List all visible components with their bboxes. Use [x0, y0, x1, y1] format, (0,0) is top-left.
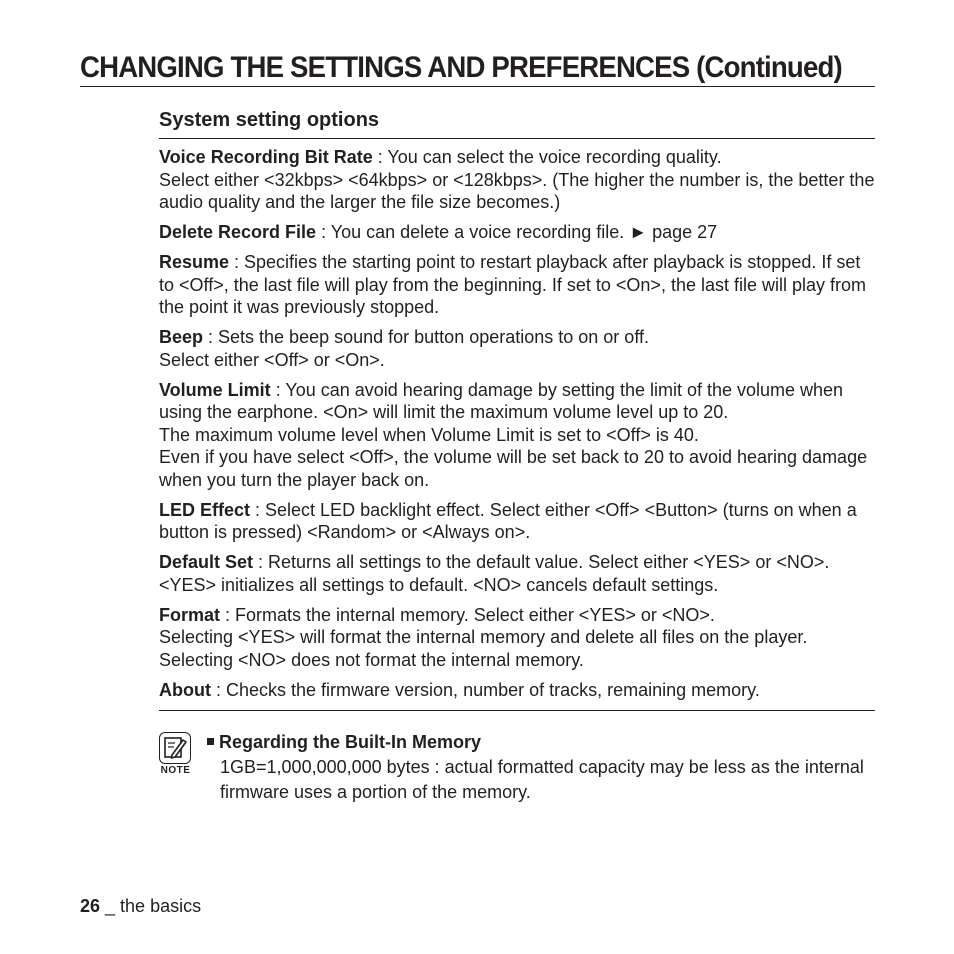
option-term: Beep [159, 327, 204, 347]
title-rule [80, 86, 875, 87]
option-delete-record-file [159, 221, 875, 244]
option-extra: Select either <32kbps> <64kbps> or <128kbps>. (The higher the number is, the better the audio quality and the larger the file size becomes.) [159, 169, 875, 212]
section-rule [159, 138, 875, 139]
option-term: Format [159, 604, 221, 625]
section-heading: System setting options [159, 109, 380, 131]
page-number: 26 [80, 896, 101, 916]
note-heading [207, 731, 481, 753]
option-text: : You can avoid hearing damage by setting the limit of the volume when using the earphone. <On> will limit the maximum volume level up to 20. [159, 379, 844, 422]
option-resume [159, 251, 875, 319]
option-text: : Returns all settings to the default value. Select either <YES> or <NO>. <YES> initializes all settings to default. <NO> cancels default settings. [159, 552, 830, 595]
option-led-effect [159, 499, 875, 544]
bottom-rule [159, 710, 875, 711]
page-footer [80, 895, 201, 917]
option-term: Volume Limit [159, 379, 271, 400]
option-beep [159, 326, 875, 371]
option-volume-limit [159, 379, 875, 492]
option-text: : Checks the firmware version, number of tracks, remaining memory. [210, 679, 760, 700]
option-term: About [159, 679, 211, 700]
footer-section: _ the basics [100, 896, 202, 916]
option-term: Resume [159, 252, 230, 272]
note-heading-text: Regarding the Built-In Memory [219, 732, 482, 752]
option-text: : You can select the voice recording quality. [372, 147, 722, 167]
option-extra: Select either <Off> or <On>. [159, 349, 385, 370]
option-text: : Specifies the starting point to restart playback after playback is stopped. If set to <Off>, the last file will play from the beginning. If set to <On>, the last file will play from the point it was previously stopped. [159, 252, 867, 317]
option-voice-recording-bit-rate [159, 146, 875, 214]
option-term: Voice Recording Bit Rate [159, 147, 373, 167]
option-extra: Even if you have select <Off>, the volume will be set back to 20 to avoid hearing damage when you turn the player back on. [159, 447, 868, 490]
option-about [159, 679, 875, 702]
page-title: CHANGING THE SETTINGS AND PREFERENCES (Continued) [80, 51, 842, 84]
option-extra: Selecting <NO> does not format the internal memory. [159, 649, 584, 670]
option-term: Delete Record File [159, 222, 317, 242]
note-pencil-icon [159, 732, 191, 778]
option-text: : Sets the beep sound for button operations to on or off. [203, 327, 649, 347]
option-term: LED Effect [159, 499, 251, 520]
option-text: : Select LED backlight effect. Select either <Off> <Button> (turns on when a button is pressed) <Random> or <Always on>. [159, 499, 857, 542]
option-extra: The maximum volume level when Volume Limit is set to <Off> is 40. [159, 424, 699, 445]
option-default-set [159, 551, 875, 596]
bullet-icon [207, 738, 214, 745]
option-term: Default Set [159, 552, 254, 572]
options-list [159, 146, 875, 709]
option-text: : Formats the internal memory. Select either <YES> or <NO>. [220, 604, 715, 625]
option-format [159, 604, 875, 672]
option-extra: Selecting <YES> will format the internal memory and delete all files on the player. [159, 627, 808, 647]
option-text: : You can delete a voice recording file. ► page 27 [316, 222, 718, 242]
note-body: 1GB=1,000,000,000 bytes : actual formatted capacity may be less as the internal firmware uses a portion of the memory. [220, 757, 864, 802]
note-label: NOTE [160, 765, 191, 776]
